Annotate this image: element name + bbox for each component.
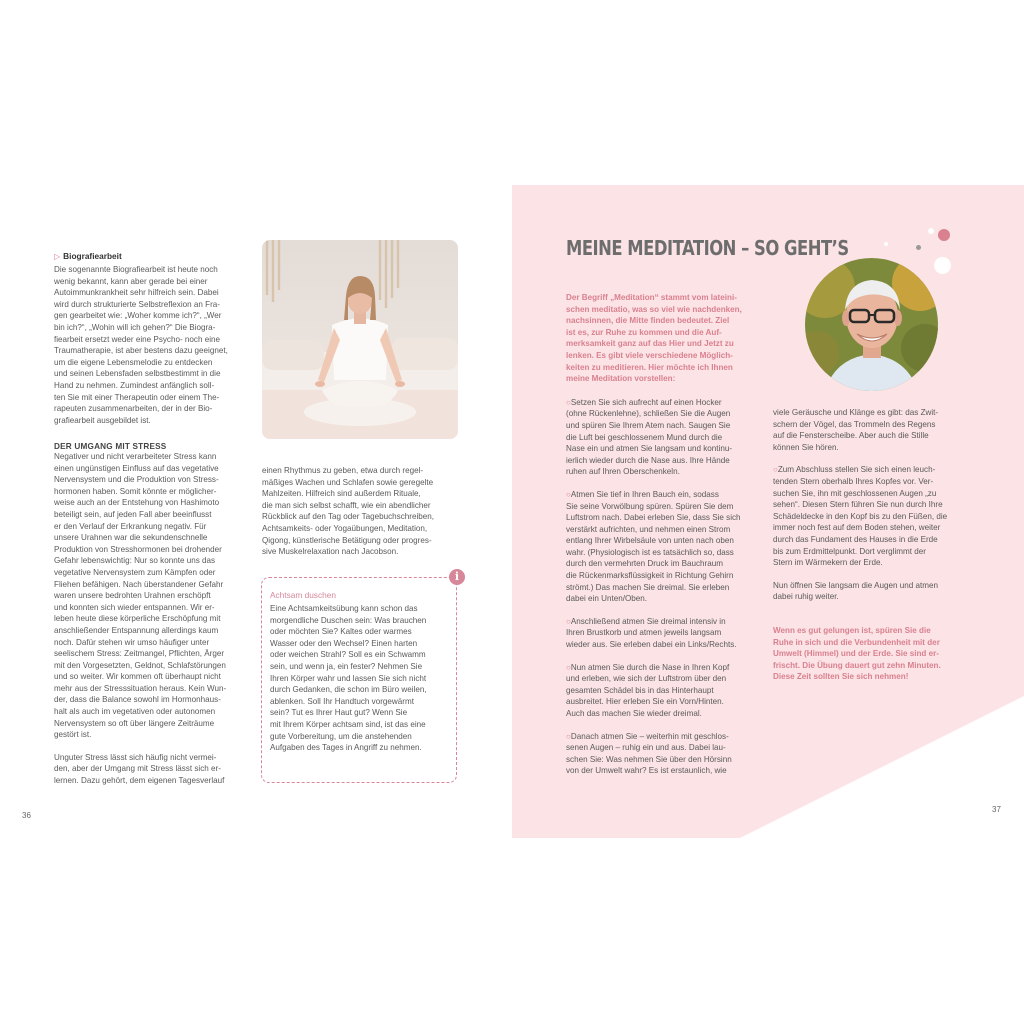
info-content bbox=[270, 590, 455, 754]
col2-text: einen Rhythmus zu geben, etwa durch regel- mäßiges Wachen und Schlafen sowie geregelte Mahlzeiten. Hilfreich sind außerdem Rituale, die man sich selbst schafft, wie ein abendlicher Rückblick auf den Tag oder Tagebuchschreiben, Achtsamkeits- oder Yogaübungen, Meditation, Qigong, künstlerische Betätigung oder progres- sive Muskelrelaxation nach Jacobson. bbox=[262, 466, 435, 557]
circle-bullet-icon: ○ bbox=[566, 731, 571, 741]
info-icon: i bbox=[449, 569, 465, 585]
stress-section bbox=[54, 442, 259, 787]
step-4-text: Nun atmen Sie durch die Nase in Ihren Kopf und erleben, wie sich der Luftstrom über den gesamten Schädel bis in das Hinterhaupt ausbreitet. Hier erleben Sie ein Vorn/Hinten. Auch das machen Sie wieder dreimal. bbox=[566, 662, 730, 718]
step-5-text: Danach atmen Sie – weiterhin mit geschlos- senen Augen – ruhig ein und aus. Dabei lau- schen Sie: Was nehmen Sie über den Hörsinn von der Umwelt wahr? Es ist erstaunlich, wie bbox=[566, 731, 732, 776]
woman-meditating-photo bbox=[262, 240, 458, 439]
step-1-text: Setzen Sie sich aufrecht auf einen Hocker (ohne Rückenlehne), schließen Sie die Augen und spüren Sie Ihrem Atem nach. Saugen Sie die Luft bei geschlossenem Mund durch die Nase ein und atmen Sie langsam und kontinu- ierlich wieder durch die Nase aus. Ihre Hände ruhen auf Ihren Oberschenkeln. bbox=[566, 397, 733, 477]
meditation-column-1 bbox=[566, 292, 766, 777]
circle-bullet-icon: ○ bbox=[566, 616, 571, 626]
stress-heading: DER UMGANG MIT STRESS bbox=[54, 442, 167, 451]
decor-dot-5 bbox=[884, 242, 888, 246]
stress-text-2: Unguter Stress lässt sich häufig nicht vermei- den, aber der Umgang mit Stress lässt sich er- lernen. Dazu gehört, dem eigenen Tagesverlauf bbox=[54, 752, 225, 786]
col2-text-block bbox=[262, 465, 462, 558]
step-4 bbox=[566, 662, 766, 720]
step-6 bbox=[773, 464, 973, 568]
author-portrait bbox=[805, 258, 938, 391]
stress-text: Negativer und nicht verarbeiteter Stress kann einen ungünstigen Einfluss auf das vegetative Nervensystem und die Produktion von Stress- hormonen haben. Somit könnte er möglicher- weise auch an der Entstehung von Hashimoto beteiligt sein, auf jeden Fall aber beeinflusst er den Verlauf der Erkrankung negativ. Für unsere Urahnen war die sekundenschnelle Produktion von Stresshormonen bei drohender Gefahr lebenswichtig: Nur so konnte uns das vegetative Nervensystem zum Kämpfen oder Fliehen befähigen. Nach überstandener Gefahr waren unsere bedrohten Urahnen erschöpft und konnten sich wieder entspannen. Wir er- leben heute diese körperliche Erschöpfung mit anschließender Entspannung allerdings kaum noch. Dafür stehen wir umso häufiger unter seelischem Stress: Zeitmangel, Pflichten, Ärger mit den Vorgesetzten, Geldnot, Schlafstörungen und so weiter. Wir kommen oft überhaupt nicht mehr aus der Stresssituation heraus. Kein Wun- der, dass die Balance sowohl im Hormonhaus- halt als auch im vegetativen oder autonomen Nervensystem so oft über längere Zeiträume gestört ist. bbox=[54, 452, 227, 740]
closing-text: Nun öffnen Sie langsam die Augen und atmen dabei ruhig weiter. bbox=[773, 580, 938, 602]
col2-continuation: viele Geräusche und Klänge es gibt: das Zwit- schern der Vögel, das Trommeln des Regens auf die Fensterscheibe. Aber auch die Stille können Sie hören. bbox=[773, 408, 939, 452]
page-number-right: 37 bbox=[992, 805, 1001, 814]
info-title: Achtsam duschen bbox=[270, 590, 336, 600]
step-1 bbox=[566, 397, 766, 478]
bio-section bbox=[54, 246, 254, 426]
step-2 bbox=[566, 489, 766, 605]
meditation-column-2 bbox=[773, 407, 973, 683]
step-6-text: Zum Abschluss stellen Sie sich einen leuch- tenden Stern oberhalb Ihres Kopfes vor. Ver- suchen Sie, ihn mit geschlossenen Augen „zu sehen“. Diesen Stern führen Sie nun durch Ihre Schädeldecke in den Kopf bis zu den Füßen, die immer noch fest auf dem Boden stehen, weiter durch das Fundament des Hauses in die Erde bis zum Erdmittelpunkt. Dort verglimmt der Stern im Wärmekern der Erde. bbox=[773, 465, 948, 568]
info-text: Eine Achtsamkeitsübung kann schon das morgendliche Duschen sein: Was brauchen oder möchten Sie? Kaltes oder warmes Wasser oder den Wechsel? Einen harten oder weichen Strahl? Soll es ein Schwamm sein, und wenn ja, ein fester? Nehmen Sie Ihren Körper wahr und lassen Sie sich nicht durch Gedanken, die schon im Büro weilen, ablenken. Soll Ihr Handtuch vorgewärmt sein? Tut es Ihrer Haut gut? Wenn Sie mit Ihrem Körper achtsam sind, ist das eine gute Vorbereitung, um die anstehenden Aufgaben des Tages in Angriff zu nehmen. bbox=[270, 604, 427, 753]
bio-heading-row bbox=[54, 246, 254, 264]
circle-bullet-icon: ○ bbox=[566, 662, 571, 672]
intro-text: Der Begriff „Meditation“ stammt vom lateini- schen meditatio, was so viel wie nachdenken, nachsinnen, die Mitte finden bedeutet. Ziel ist es, zur Ruhe zu kommen und die Auf- merksamkeit ganz auf das Hier und Jetzt zu lenken. Es gibt viele verschiedene Möglich- keiten zu meditieren. Hier möchte ich Ihnen meine Meditation vorstellen: bbox=[566, 293, 742, 384]
step-3 bbox=[566, 616, 766, 651]
decor-dot-2 bbox=[934, 257, 951, 274]
page-title: MEINE MEDITATION – SO GEHT’S bbox=[566, 236, 849, 260]
page-number-left: 36 bbox=[22, 811, 31, 820]
step-5 bbox=[566, 731, 766, 777]
circle-bullet-icon: ○ bbox=[566, 489, 571, 499]
decor-dot-1 bbox=[938, 229, 950, 241]
circle-bullet-icon: ○ bbox=[773, 465, 778, 475]
step-3-text: Anschließend atmen Sie dreimal intensiv in Ihren Brustkorb und atmen jeweils langsam wieder aus. Sie erleben dabei ein Links/Rechts. bbox=[566, 616, 737, 650]
decor-dot-3 bbox=[916, 245, 921, 250]
circle-bullet-icon: ○ bbox=[566, 397, 571, 407]
arrow-right-icon: ▷ bbox=[54, 252, 61, 261]
step-2-text: Atmen Sie tief in Ihren Bauch ein, sodass Sie seine Vorwölbung spüren. Spüren Sie dem Luftstrom nach. Dabei erleben Sie, dass Sie sich verstärkt aufrichten, und nehmen einen Strom entlang Ihrer Wirbelsäule von unten nach oben wahr. (Physiologisch ist es tatsächlich so, dass durch den vermehrten Druck im Bauchraum die Rückenmarksflüssigkeit in Richtung Gehirn strömt.) Das machen Sie dreimal. Sie erleben dabei ein Unten/Oben. bbox=[566, 489, 741, 604]
bio-text: Die sogenannte Biografiearbeit ist heute noch wenig bekannt, kann aber gerade bei einer Autoimmunkrankheit sehr hilfreich sein. Dabei wird durch strukturierte Selbstreflexion an Fra- gen gearbeitet wie: „Woher komme ich?“, „Wer bin ich?“, „Wohin will ich gehen?“ Die Biogra- fiearbeit ersetzt weder eine Psycho- noch eine Traumatherapie, ist aber bestens dazu geeignet, um die eigene Lebensmelodie zu entdecken und seinen Lebensfaden selbstbestimmt in die Hand zu nehmen. Zumindest anfänglich soll- ten Sie mit einer Therapeutin oder einem The- rapeuten zusammenarbeiten, der in der Bio- grafiearbeit ausgebildet ist. bbox=[54, 265, 228, 425]
outro-text: Wenn es gut gelungen ist, spüren Sie die Ruhe in sich und die Verbundenheit mit der Umwelt (Himmel) und der Erde. Sie sind er- frischt. Die Übung dauert gut zehn Minuten. Diese Zeit sollten Sie sich nehmen! bbox=[773, 625, 941, 682]
bio-heading: Biografiearbeit bbox=[63, 251, 122, 261]
decor-dot-4 bbox=[928, 228, 934, 234]
